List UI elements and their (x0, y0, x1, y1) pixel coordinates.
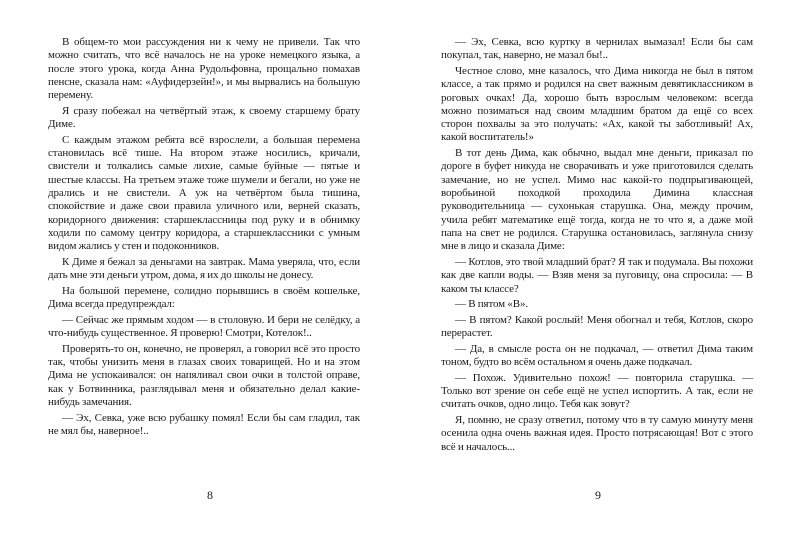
paragraph: В тот день Дима, как обычно, выдал мне деньги, приказал по дороге в буфет никуда не сворачивать и уже приготовился сделать замечание, но не успел. Мимо нас какой-то подпрыгивающей, воробьиной походкой проходила Димина классная руководительница — сухонькая старушка. Она, между прочим, учила ребят математике ещё тогда, когда не то что я, а даже мой папа на свет не родился. Старушка остановилась, заглянула снизу мне в лицо и сказала Диме: (441, 147, 753, 253)
paragraph: — Эх, Севка, всю куртку в чернилах вымазал! Если бы сам покупал, так, наверно, не мазал бы!.. (441, 36, 753, 62)
page-number: 8 (207, 488, 213, 502)
paragraph: На большой перемене, солидно порывшись в своём кошельке, Дима всегда предупреждал: (48, 284, 360, 311)
left-text-column (48, 36, 360, 441)
page-number: 9 (595, 488, 601, 502)
paragraph: Я, помню, не сразу ответил, потому что в ту самую минуту меня осенила одна очень важная идея. Просто потрясающая! Вот с этого всё и началось... (441, 414, 753, 453)
right-page (400, 0, 800, 538)
paragraph: — Котлов, это твой младший брат? Я так и подумала. Вы похожи как две капли воды. — Взяв меня за пуговицу, она спросила: — В каком ты классе? (441, 255, 753, 295)
paragraph: Проверять-то он, конечно, не проверял, а говорил всё это просто так, чтобы унизить меня в глазах своих товарищей. Но и на этом Дима не успокаивался: он напяливал свои очки в толстой оправе, как у Ботвинника, разглядывал меня и обязательно делал какие-нибудь замечания. (48, 342, 360, 409)
paragraph: — В пятом? Какой рослый! Меня обогнал и тебя, Котлов, скоро перерастет. (441, 313, 753, 340)
paragraph: Я сразу побежал на четвёртый этаж, к своему старшему брату Диме. (48, 104, 360, 131)
paragraph: — Эх, Севка, уже всю рубашку помял! Если бы сам гладил, так не мял бы, наверное!.. (48, 411, 360, 438)
paragraph: К Диме я бежал за деньгами на завтрак. Мама уверяла, что, если дать мне эти деньги утром, дома, я их до школы не донесу. (48, 255, 360, 282)
paragraph: С каждым этажом ребята всё взрослели, а большая перемена становилась всё тише. На втором этаже носились, кричали, свистели и толкались самые лихие, самые буйные — пятые и шестые классы. На третьем этаже тоже шумели и бегали, но уже не дрались и не свистели. А уж на четвёртом была тишина, спокойствие и даже свои правила уличного или, верней сказать, коридорного движения: старшеклассницы под руку и в обнимку ходили по самому центру коридора, а старшеклассники с умным видом жались у стен и подоконников. (48, 133, 360, 253)
paragraph: Честное слово, мне казалось, что Дима никогда не был в пятом классе, а так прямо и родился на свет важным девятиклассником в роговых очках! Да, хорошо быть взрослым человеком: всегда можно позиматься над своим младшим братом да ещё со всех сторон похвалы за это получать: «Ах, какой ты заботливый! Ах, какой воспитатель!» (441, 64, 753, 144)
paragraph: — Похож. Удивительно похож! — повторила старушка. — Только вот зрение он себе ещё не успел испортить. А так, если не считать очков, одно лицо. Тебя как зовут? (441, 371, 753, 411)
paragraph: В общем-то мои рассуждения ни к чему не привели. Так что можно считать, что всё началось не на уроке немецкого языка, а после этого урока, когда Анна Рудольфовна, прощально помахав пенсне, сказала нам: «Ауфидерзейн!», и мы вырвались на большую перемену. (48, 36, 360, 102)
paragraph: — Сейчас же прямым ходом — в столовую. И бери не селёдку, а что-нибудь существенное. Я проверю! Смотри, Котелок!.. (48, 313, 360, 340)
paragraph: — Да, в смысле роста он не подкачал, — ответил Дима таким тоном, будто во всём остальном я очень даже подкачал. (441, 342, 753, 369)
paragraph: — В пятом «В». (455, 298, 528, 311)
right-text-column (441, 36, 753, 456)
